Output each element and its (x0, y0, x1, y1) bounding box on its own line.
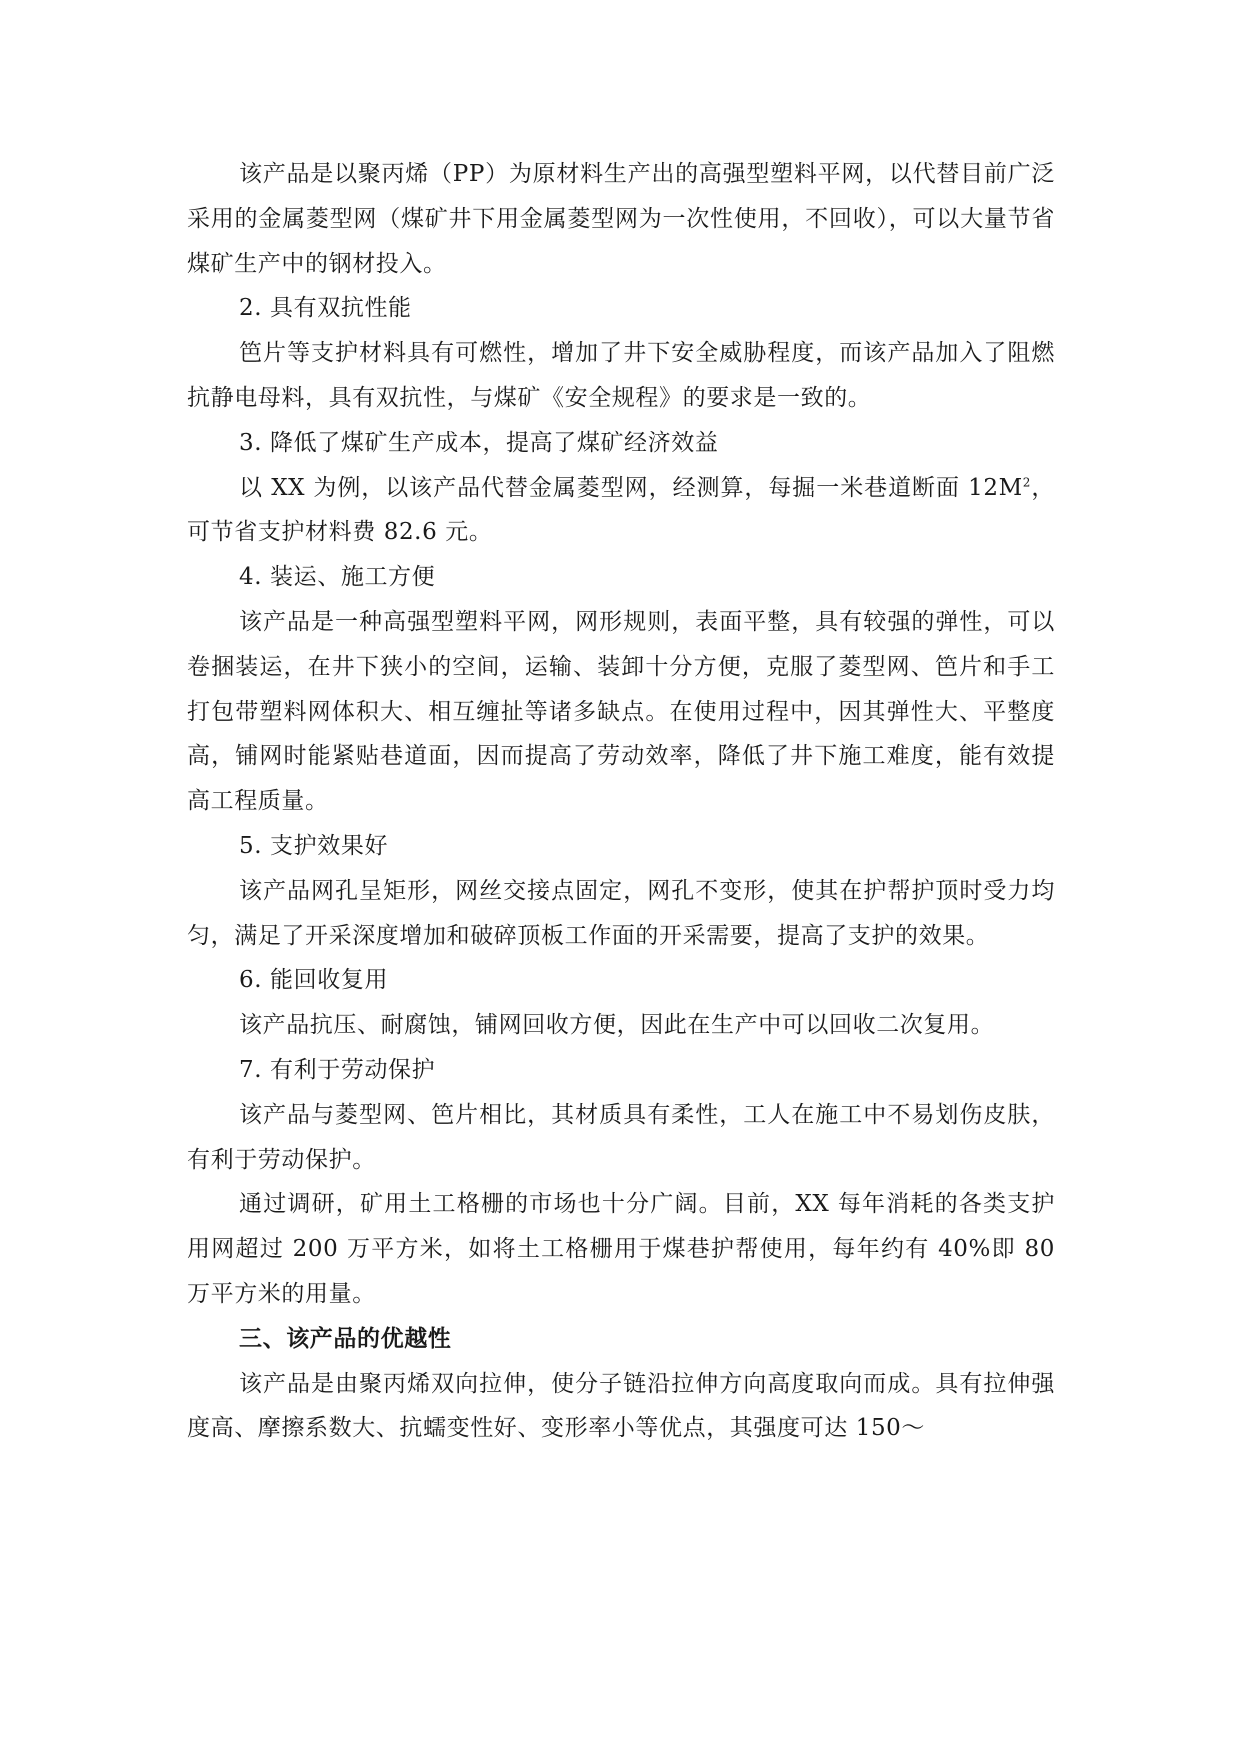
item-5-body: 该产品网孔呈矩形，网丝交接点固定，网孔不变形，使其在护帮护顶时受力均匀，满足了开采深度增加和破碎顶板工作面的开采需要，提高了支护的效果。 (187, 877, 1055, 949)
item-3-body (187, 466, 1055, 556)
intro-paragraph: 该产品是以聚丙烯（PP）为原材料生产出的高强型塑料平网，以代替目前广泛采用的金属菱型网（煤矿井下用金属菱型网为一次性使用，不回收），可以大量节省煤矿生产中的钢材投入。 (187, 161, 1055, 277)
section-3-body: 该产品是由聚丙烯双向拉伸，使分子链沿拉伸方向高度取向而成。具有拉伸强度高、摩擦系数大、抗蠕变性好、变形率小等优点，其强度可达 150～ (187, 1370, 1055, 1442)
item-4-body: 该产品是一种高强型塑料平网，网形规则，表面平整，具有较强的弹性，可以卷捆装运，在井下狭小的空间，运输、装卸十分方便，克服了菱型网、笆片和手工打包带塑料网体积大、相互缠扯等诸多缺点。在使用过程中，因其弹性大、平整度高，铺网时能紧贴巷道面，因而提高了劳动效率，降低了井下施工难度，能有效提高工程质量。 (187, 608, 1055, 815)
item-2-heading: 2. 具有双抗性能 (239, 295, 412, 322)
document-body (187, 152, 1055, 1451)
item-7-heading: 7. 有利于劳动保护 (239, 1056, 436, 1083)
item-6-heading: 6. 能回收复用 (239, 967, 389, 994)
item-7-body: 该产品与菱型网、笆片相比，其材质具有柔性，工人在施工中不易划伤皮肤，有利于劳动保护。 (187, 1101, 1055, 1173)
area-unit-superscript: 2 (1022, 474, 1032, 489)
item-3-body-text-end: ，可节省支护材料费 82.6 元。 (187, 474, 1055, 546)
item-5-heading: 5. 支护效果好 (239, 832, 389, 859)
item-3-body-text: 以 XX 为例，以该产品代替金属菱型网，经测算，每掘一米巷道断面 12M (239, 474, 1023, 501)
market-paragraph: 通过调研，矿用土工格栅的市场也十分广阔。目前，XX 每年消耗的各类支护用网超过 200 万平方米，如将土工格栅用于煤巷护帮使用，每年约有 40%即 80 万平方米的用量。 (187, 1191, 1055, 1307)
item-4-heading: 4. 装运、施工方便 (239, 564, 436, 591)
item-3-heading: 3. 降低了煤矿生产成本，提高了煤矿经济效益 (239, 429, 719, 456)
item-2-body: 笆片等支护材料具有可燃性，增加了井下安全威胁程度，而该产品加入了阻燃抗静电母料，具有双抗性，与煤矿《安全规程》的要求是一致的。 (187, 340, 1055, 411)
section-3-heading: 三、该产品的优越性 (239, 1324, 452, 1352)
item-6-body: 该产品抗压、耐腐蚀，铺网回收方便，因此在生产中可以回收二次复用。 (239, 1012, 995, 1039)
